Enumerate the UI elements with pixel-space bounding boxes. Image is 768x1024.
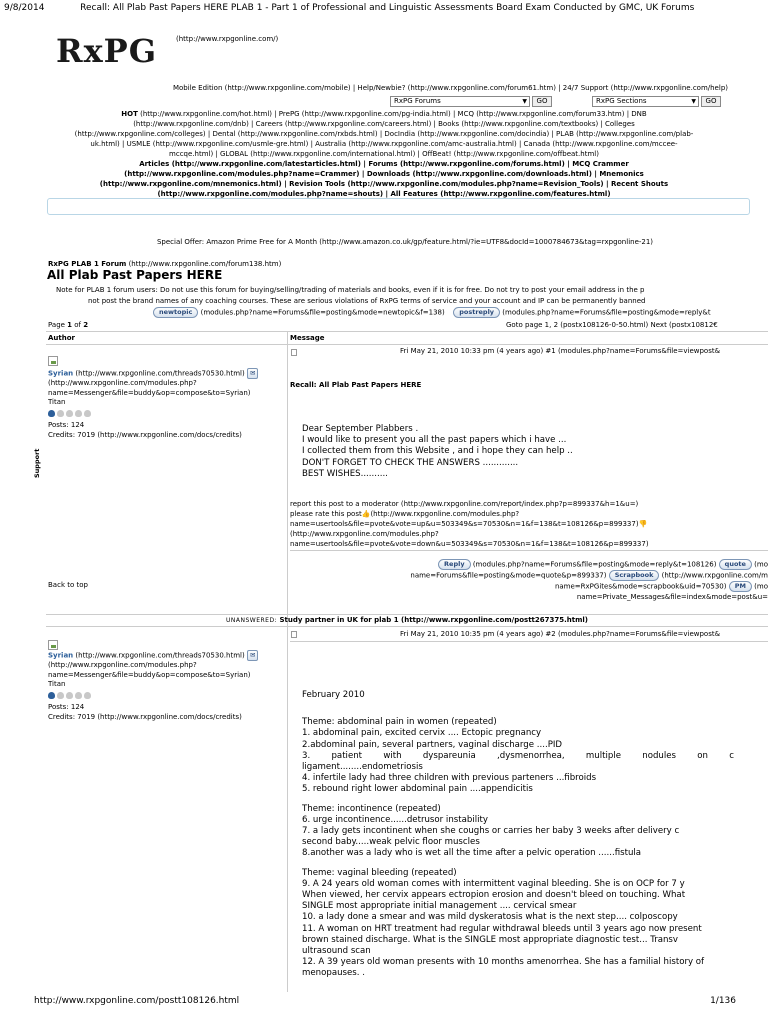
nav-line[interactable]: (http://www.rxpgonline.com/modules.php?name=Crammer) | Downloads (http://www.rxpgonline.com/downloads.html) | Mnemonics <box>124 170 644 178</box>
post-icon <box>291 349 297 356</box>
report-post-link[interactable]: report this post to a moderator (http://www.rxpgonline.com/report/index.php?p=899337&h=1&u=) <box>290 500 639 508</box>
author-name[interactable]: Syrian <box>48 651 74 660</box>
column-author: Author <box>48 334 75 342</box>
topic-buttons <box>153 307 733 318</box>
topic-title[interactable]: All Plab Past Papers HERE <box>47 268 223 282</box>
breadcrumb-url[interactable]: (http://www.rxpgonline.com/forum138.htm) <box>126 260 282 268</box>
author-message-url[interactable]: (http://www.rxpgonline.com/modules.php? <box>48 661 197 669</box>
envelope-icon[interactable]: ✉ <box>247 650 258 661</box>
reply-button[interactable]: Reply <box>438 559 471 570</box>
print-header <box>4 2 764 14</box>
sections-select-value: RxPG Sections <box>596 97 647 105</box>
author-url[interactable]: (http://www.rxpgonline.com/threads70530.html) <box>73 369 245 378</box>
pm-button[interactable]: PM <box>729 581 752 592</box>
post-actions <box>370 559 768 602</box>
newtopic-url[interactable]: (modules.php?name=Forums&file=posting&mode=newtopic&f=138) <box>200 308 445 317</box>
author-rank: Titan <box>48 680 66 688</box>
scrapbook-button[interactable]: Scrapbook <box>609 570 660 581</box>
author-message-url[interactable]: (http://www.rxpgonline.com/modules.php? <box>48 379 197 387</box>
postreply-url[interactable]: (modules.php?name=Forums&file=posting&mode=reply&t <box>502 308 711 317</box>
print-footer-url: http://www.rxpgonline.com/postt108126.html <box>34 996 240 1006</box>
envelope-icon[interactable]: ✉ <box>247 368 258 379</box>
author-credits[interactable]: Credits: 7019 (http://www.rxpgonline.com/docs/credits) <box>48 430 242 439</box>
post-body: February 2010 Theme: abdominal pain in women (repeated) 1. abdominal pain, excited cervix .... Ectopic pregnancy 2.abdominal pain, several partners, vaginal discharge ....PID 3. patient with dyspareunia ,dysmenorrhea, multiple nodules on c ligament........endometriosis 4. infertile lady had three children with previous parteners ...fibroids 5. rebound right lower abdominal pain ....appendicitis Theme: incontinence (repeated) 6. urge incontinence......detrusor instability 7. a lady gets incontinent when she coughs or carries her baby 3 weeks after delivery c second baby.....weak pelvic floor muscles 8.another was a lady who is wet all the time after a pelvic operation ......fistula Theme: vaginal bleeding (repeated) 9. A 24 years old woman comes with intermittent vaginal bleeding. She is on OCP for 7 y When viewed, her cervix appears ectropion erosion and doesn't bleed on touching. What SINGLE most appropriate initial management .... cervical smear 10. a lady done a smear and was mild dyskeratosis what is the next step.... colposcopy 11. A woman on HRT treatment had regular withdrawal bleeds until 3 years ago now present brown stained discharge. What is the SINGLE most appropriate diagnostic test... Transv ultrasound scan 12. A 39 years old woman presents with 10 months amenorrhea. She has a familial history of menopauses. . <box>302 690 734 979</box>
nav-line[interactable]: mccqe.html) | GLOBAL (http://www.rxpgonline.com/international.html) | OffBeat! (http://www.rxpgonline.com/offbeat.html) <box>169 150 599 158</box>
print-date: 9/8/2014 <box>4 3 45 13</box>
sections-go-button[interactable]: GO <box>701 96 721 107</box>
column-divider <box>287 332 288 992</box>
unanswered-link[interactable]: Study partner in UK for plab 1 (http://www.rxpgonline.com/postt267375.html) <box>279 616 589 624</box>
thumbs-down-icon[interactable]: 👎 <box>638 520 648 528</box>
page-indicator: Page 1 of 2 <box>48 321 89 329</box>
print-title: Recall: All Plab Past Papers HERE PLAB 1 - Part 1 of Professional and Linguistic Assessments Board Exam Conducted by GMC, UK Forums <box>80 3 695 13</box>
post-body: Dear September Plabbers . I would like to present you all the past papers which i have ... I collected them from this Website , and i hope they can help .. DON'T FORGET TO CHECK THE ANSWERS ............. BEST WISHES.......... <box>302 424 573 479</box>
nav-line[interactable]: (http://www.rxpgonline.com/colleges) | Dental (http://www.rxpgonline.com/rxbds.html) | DocIndia (http://www.rxpgonline.com/docindia) | PLAB (http://www.rxpgonline.com/plab- <box>74 130 694 138</box>
pm-url[interactable]: (mo <box>751 582 768 591</box>
postreply-button[interactable]: postreply <box>453 307 500 318</box>
author-posts: Posts: 124 <box>48 703 85 711</box>
rank-paws-icon <box>48 410 258 421</box>
forums-go-button[interactable]: GO <box>532 96 552 107</box>
unanswered-label: UNANSWERED: <box>225 617 280 624</box>
back-to-top-link[interactable]: Back to top <box>48 581 88 589</box>
quote-url[interactable]: (mo <box>751 560 768 569</box>
reply-url[interactable]: (modules.php?name=Forums&file=posting&mode=reply&t=108126) <box>470 560 717 569</box>
rate-up-url[interactable]: name=usertools&file=pvote&vote=up&u=503349&s=70530&n=1&f=138&t=108126&p=899337) <box>290 520 639 528</box>
nav-line[interactable]: (http://www.rxpgonline.com/dnb) | Careers (http://www.rxpgonline.com/careers.html) | Books (http://www.rxpgonline.com/textbooks) | Colleges <box>133 120 635 128</box>
nav-line[interactable]: uk.html) | USMLE (http://www.rxpgonline.com/usmle-gre.html) | Australia (http://www.rxpgonline.com/amc-australia.html) | Canada (http://www.rxpgonline.com/mccee- <box>90 140 678 148</box>
breadcrumb-forum[interactable]: RxPG PLAB 1 Forum <box>48 260 127 268</box>
author-posts: Posts: 124 <box>48 421 85 429</box>
nav-line[interactable]: HOT (http://www.rxpgonline.com/hot.html) | PrePG (http://www.rxpgonline.com/pg-india.html) | MCQ (http://www.rxpgonline.com/forum33.htm) | DNB <box>121 110 647 118</box>
support-tab[interactable]: Support <box>33 448 41 478</box>
rate-up-url[interactable]: (http://www.rxpgonline.com/modules.php? <box>370 510 520 518</box>
forum-note-line: not post the brand names of any coaching courses. These are serious violations of RxPG terms of service and your account and IP can be permanently banned <box>88 297 646 305</box>
rxpg-logo[interactable]: RxPG <box>56 32 158 70</box>
quote-button[interactable]: quote <box>719 559 752 570</box>
divider <box>46 614 768 615</box>
nav-line[interactable]: (http://www.rxpgonline.com/mnemonics.html) | Revision Tools (http://www.rxpgonline.com/modules.php?name=Revision_Tools) | Recent Shouts <box>99 180 669 188</box>
banner-box <box>47 198 750 215</box>
logo-url[interactable]: (http://www.rxpgonline.com/) <box>176 35 279 43</box>
nav-line[interactable]: Articles (http://www.rxpgonline.com/latestarticles.html) | Forums (http://www.rxpgonline.com/forums.html) | MCQ Crammer <box>139 160 629 168</box>
divider <box>46 331 768 332</box>
post-meta[interactable]: Fri May 21, 2010 10:35 pm (4 years ago) #2 (modules.php?name=Forums&file=viewpost& <box>400 630 721 638</box>
divider <box>46 344 768 345</box>
divider <box>46 626 768 627</box>
scrapbook-url[interactable]: (http://www.rxpgonline.com/m <box>659 571 768 580</box>
pm-url[interactable]: name=Private_Messages&file=index&mode=post&u= <box>576 593 768 601</box>
author-name[interactable]: Syrian <box>48 369 74 378</box>
forums-select-value: RxPG Forums <box>394 97 441 105</box>
avatar <box>48 356 58 366</box>
post-subject: Recall: All Plab Past Papers HERE <box>290 381 422 389</box>
rate-down-url[interactable]: (http://www.rxpgonline.com/modules.php? <box>290 530 439 538</box>
thumbs-up-icon[interactable]: 👍 <box>361 510 371 518</box>
nav-line[interactable]: (http://www.rxpgonline.com/modules.php?name=shouts) | All Features (http://www.rxpgonline.com/features.html) <box>157 190 611 198</box>
top-links[interactable]: Mobile Edition (http://www.rxpgonline.com/mobile) | Help/Newbie? (http://www.rxpgonline.com/forum61.htm) | 24/7 Support (http://www.rxpgonline.com/help) <box>172 84 728 92</box>
print-footer-page: 1/136 <box>710 996 736 1006</box>
goto-page-links[interactable]: Goto page 1, 2 (postx108126-0-50.html) Next (postx10812€ <box>506 321 718 329</box>
rate-down-url[interactable]: name=usertools&file=pvote&vote=down&u=503349&s=70530&n=1&f=138&t=108126&p=899337) <box>290 540 649 548</box>
divider <box>290 641 768 642</box>
forum-note-line: Note for PLAB 1 forum users: Do not use this forum for buying/selling/trading of materials and books, even if it is for free. Do not try to post your email address in the p <box>56 286 645 294</box>
site-navigation <box>22 109 746 199</box>
post-author-block <box>48 650 258 722</box>
post-author-block <box>48 368 258 440</box>
author-url[interactable]: (http://www.rxpgonline.com/threads70530.html) <box>73 651 245 660</box>
unanswered-banner <box>46 616 768 625</box>
rate-post-label: please rate this post <box>290 510 362 518</box>
post-icon <box>291 631 297 638</box>
chevron-down-icon: ▼ <box>522 98 527 105</box>
avatar <box>48 640 58 650</box>
chevron-down-icon: ▼ <box>691 98 696 105</box>
post-tools <box>290 499 649 549</box>
scrapbook-url[interactable]: name=RxPGites&mode=scrapbook&uid=70530) <box>554 582 727 591</box>
post-heading: February 2010 <box>302 690 365 700</box>
special-offer-link[interactable]: Special Offer: Amazon Prime Free for A Month (http://www.amazon.co.uk/gp/feature.html/?ie=UTF8&docId=1000784673&tag=rxpgonline-21) <box>156 238 654 246</box>
author-credits[interactable]: Credits: 7019 (http://www.rxpgonline.com/docs/credits) <box>48 712 242 721</box>
post-meta[interactable]: Fri May 21, 2010 10:33 pm (4 years ago) #1 (modules.php?name=Forums&file=viewpost& <box>400 347 721 355</box>
rank-paws-icon <box>48 692 258 703</box>
sections-select[interactable] <box>592 96 699 107</box>
divider <box>290 550 768 551</box>
author-message-url[interactable]: name=Messenger&file=buddy&op=compose&to=Syrian) <box>48 388 251 397</box>
column-message: Message <box>290 334 325 342</box>
quote-url[interactable]: name=Forums&file=posting&mode=quote&p=899337) <box>410 571 607 580</box>
newtopic-button[interactable]: newtopic <box>153 307 198 318</box>
author-rank: Titan <box>48 398 66 406</box>
author-message-url[interactable]: name=Messenger&file=buddy&op=compose&to=Syrian) <box>48 670 251 679</box>
forum-note <box>56 285 736 307</box>
forums-select[interactable] <box>390 96 530 107</box>
